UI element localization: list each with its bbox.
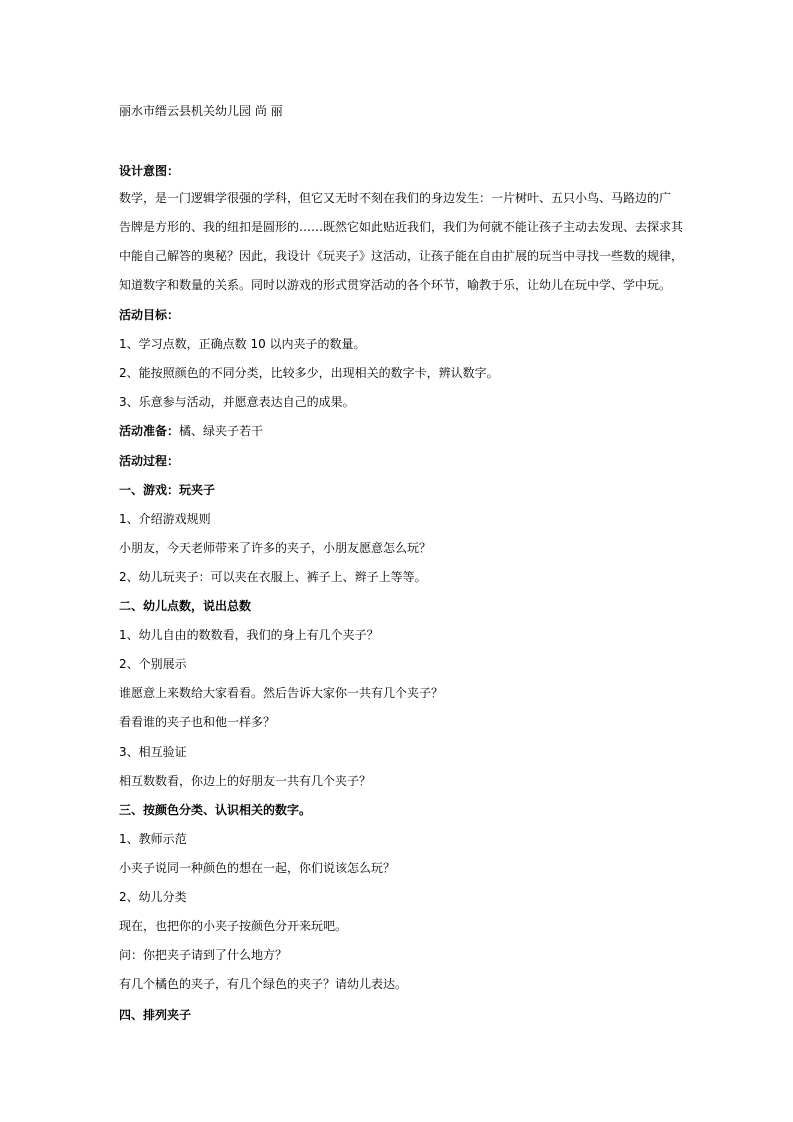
section-heading: 四、排列夹子 (119, 1008, 192, 1022)
section-heading: 二、幼儿点数，说出总数 (119, 599, 252, 613)
section-heading: 活动目标： (119, 308, 180, 322)
paragraph-line: 1、教师示范 (119, 832, 187, 846)
paragraph-line: 1、介绍游戏规则 (119, 512, 211, 526)
paragraph-line: 1、学习点数，正确点数 10 以内夹子的数量。 (119, 337, 366, 351)
paragraph-line: 3、乐意参与活动，并愿意表达自己的成果。 (119, 395, 355, 409)
author-line: 丽水市缙云县机关幼儿园 尚 丽 (119, 104, 283, 118)
inline-label: 活动准备： (119, 424, 180, 438)
paragraph-line: 告牌是方形的、我的纽扣是圆形的……既然它如此贴近我们，我们为何就不能让孩子主动去发现、去探求其 (119, 220, 684, 234)
section-heading: 活动过程： (119, 454, 180, 468)
paragraph-line: 小夹子说同一种颜色的想在一起，你们说该怎么玩？ (119, 861, 396, 875)
paragraph-line: 问：你把夹子请到了什么地方？ (119, 948, 288, 962)
paragraph-line: 谁愿意上来数给大家看看。然后告诉大家你一共有几个夹子？ (119, 686, 444, 700)
paragraph-line: 看看谁的夹子也和他一样多？ (119, 715, 276, 729)
paragraph-line: 小朋友，今天老师带来了许多的夹子，小朋友愿意怎么玩？ (119, 541, 432, 555)
paragraph-line: 中能自己解答的奥秘？因此，我设计《玩夹子》这活动，让孩子能在自由扩展的玩当中寻找一些数的规律， (119, 249, 684, 263)
section-heading: 一、游戏：玩夹子 (119, 483, 216, 497)
section-heading: 三、按颜色分类、认识相关的数字。 (119, 803, 312, 817)
paragraph-line: 3、相互验证 (119, 745, 187, 759)
paragraph-line: 数学，是一门逻辑学很强的学科，但它又无时不刻在我们的身边发生：一片树叶、五只小鸟、马路边的广 (119, 191, 672, 205)
paragraph-line: 相互数数看，你边上的好朋友一共有几个夹子？ (119, 774, 372, 788)
paragraph-line: 有几个橘色的夹子，有几个绿色的夹子？请幼儿表达。 (119, 977, 408, 991)
paragraph-line: 2、幼儿分类 (119, 890, 187, 904)
paragraph-line: 2、个别展示 (119, 657, 187, 671)
paragraph-line: 2、能按照颜色的不同分类，比较多少，出现相关的数字卡，辨认数字。 (119, 366, 499, 380)
paragraph-line: 1、幼儿自由的数数看，我们的身上有几个夹子？ (119, 628, 379, 642)
paragraph-line: 2、幼儿玩夹子：可以夹在衣服上、裤子上、辫子上等等。 (119, 570, 427, 584)
paragraph-line (119, 423, 679, 439)
paragraph-line: 知道数字和数量的关系。同时以游戏的形式贯穿活动的各个环节，喻教于乐，让幼儿在玩中学、学中玩。 (119, 278, 672, 292)
section-heading: 设计意图： (119, 164, 180, 178)
inline-text: 橘、绿夹子若干 (179, 424, 264, 438)
paragraph-line: 现在，也把你的小夹子按颜色分开来玩吧。 (119, 919, 348, 933)
